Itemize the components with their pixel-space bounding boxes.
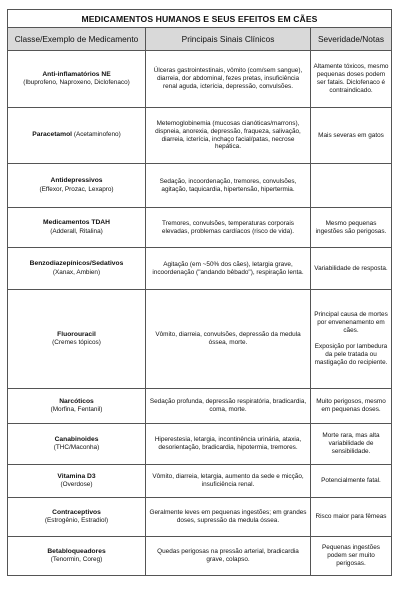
class-cell — [8, 424, 146, 465]
severity-cell: Potencialmente fatal. — [311, 465, 392, 498]
signs-cell: Hiperestesia, letargia, incontinência urinária, ataxia, desorientação, bradicardia, hipotermia, tremores. — [146, 424, 311, 465]
class-cell — [8, 208, 146, 248]
header-class: Classe/Exemplo de Medicamento — [8, 28, 146, 51]
table-row — [8, 290, 392, 389]
severity-cell: Mais severas em gatos — [311, 108, 392, 164]
signs-cell: Sedação profunda, depressão respiratória, bradicardia, coma, morte. — [146, 389, 311, 424]
table-row — [8, 164, 392, 208]
class-cell — [8, 389, 146, 424]
severity-cell — [311, 290, 392, 389]
table-row — [8, 424, 392, 465]
signs-cell: Agitação (em ~50% dos cães), letargia grave, incoordenação ("andando bêbado"), respiração lenta. — [146, 248, 311, 290]
header-severity: Severidade/Notas — [311, 28, 392, 51]
signs-cell: Metemoglobinemia (mucosas cianóticas/marrons), dispneia, anorexia, depressão, fraqueza, salivação, diarreia, icterícia, inchaço facial/patas, necrose hepática. — [146, 108, 311, 164]
table-header-row — [8, 28, 392, 51]
class-cell — [8, 51, 146, 108]
class-name: Benzodiazepínicos/Sedativos — [29, 260, 124, 268]
class-name: Vitamina D3 — [57, 472, 96, 480]
class-examples: (Estrogênio, Estradiol) — [44, 517, 109, 524]
table-title-row — [8, 10, 392, 28]
severity-cell — [311, 164, 392, 208]
class-name: Betabloqueadores — [47, 547, 106, 555]
table-row — [8, 248, 392, 290]
document-page — [7, 9, 391, 576]
class-cell — [8, 290, 146, 389]
class-cell — [8, 537, 146, 576]
class-cell — [8, 164, 146, 208]
class-examples: (THC/Maconha) — [53, 444, 100, 451]
medication-table — [7, 9, 392, 576]
class-cell — [8, 248, 146, 290]
severity-cell: Variabilidade de resposta. — [311, 248, 392, 290]
class-name: Anti-inflamatórios NE — [42, 70, 111, 78]
class-name: Fluorouracil — [57, 330, 96, 338]
class-examples: (Adderall, Ritalina) — [50, 227, 103, 235]
table-row — [8, 51, 392, 108]
class-name: Medicamentos TDAH — [43, 219, 110, 227]
class-name: Contraceptivos — [52, 508, 101, 516]
severity-note: Principal causa de mortes por envenenamento em cães. — [314, 311, 388, 335]
class-examples: (Tenormin, Coreg) — [50, 556, 103, 563]
severity-note: Exposição por lambedura da pele tratada ou mastigação do recipiente. — [314, 343, 388, 366]
signs-cell: Sedação, incoordenação, tremores, convulsões, agitação, taquicardia, hipertensão, hipertermia. — [146, 164, 311, 208]
table-row — [8, 465, 392, 498]
severity-cell: Altamente tóxicos, mesmo pequenas doses podem ser fatais. Diclofenaco é contraindicado. — [311, 51, 392, 108]
class-name: Antidepressivos — [50, 177, 103, 185]
class-examples: (Acetaminofeno) — [73, 131, 121, 139]
class-examples: (Xanax, Ambien) — [52, 268, 101, 276]
signs-cell: Geralmente leves em pequenas ingestões; em grandes doses, supressão da medula óssea. — [146, 498, 311, 537]
class-examples: (Effexor, Prozac, Lexapro) — [39, 185, 114, 193]
class-examples: (Overdose) — [60, 481, 93, 488]
severity-cell: Pequenas ingestões podem ser muito perigosas. — [311, 537, 392, 576]
class-cell — [8, 465, 146, 498]
severity-cell: Mesmo pequenas ingestões são perigosas. — [311, 208, 392, 248]
table-row — [8, 389, 392, 424]
signs-cell: Úlceras gastrointestinais, vômito (com/sem sangue), diarreia, dor abdominal, fezes pretas, insuficiência renal aguda, icterícia, depressão, convulsões. — [146, 51, 311, 108]
class-name: Narcóticos — [59, 397, 94, 405]
class-examples: (Morfina, Fentanil) — [50, 406, 103, 413]
signs-cell: Tremores, convulsões, temperaturas corporais elevadas, problemas cardíacos (risco de vida). — [146, 208, 311, 248]
signs-cell: Vômito, diarreia, letargia, aumento da sede e micção, insuficiência renal. — [146, 465, 311, 498]
severity-cell: Risco maior para fêmeas — [311, 498, 392, 537]
table-row — [8, 498, 392, 537]
table-title: MEDICAMENTOS HUMANOS E SEUS EFEITOS EM CÃES — [8, 10, 392, 28]
class-cell — [8, 108, 146, 164]
table-row — [8, 208, 392, 248]
severity-cell: Morte rara, mas alta variabilidade de sensibilidade. — [311, 424, 392, 465]
class-name: Paracetamol — [32, 131, 73, 139]
severity-cell: Muito perigosos, mesmo em pequenas doses. — [311, 389, 392, 424]
table-row — [8, 537, 392, 576]
class-examples: (Ibuprofeno, Naproxeno, Diclofenaco) — [23, 79, 130, 86]
class-cell — [8, 498, 146, 537]
signs-cell: Vômito, diarreia, convulsões, depressão da medula óssea, morte. — [146, 290, 311, 389]
class-name: Canabinoides — [54, 435, 99, 443]
class-examples: (Cremes tópicos) — [52, 339, 101, 346]
table-row — [8, 108, 392, 164]
signs-cell: Quedas perigosas na pressão arterial, bradicardia grave, colapso. — [146, 537, 311, 576]
header-signs: Principais Sinais Clínicos — [146, 28, 311, 51]
